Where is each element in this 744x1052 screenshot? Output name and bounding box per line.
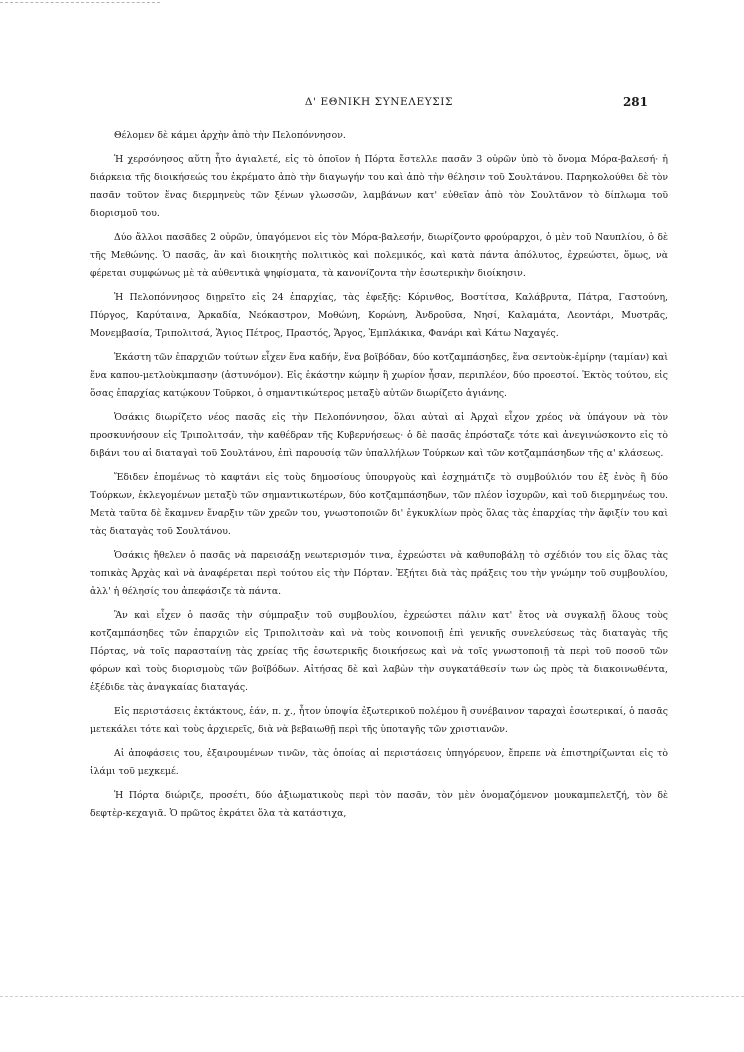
running-head: Δ' ΕΘΝΙΚΗ ΣΥΝΕΛΕΥΣΙΣ	[304, 96, 454, 108]
scan-edge-line-top	[0, 2, 160, 3]
paragraph: Ἡ χερσόνησος αὕτη ἦτο ἀγιαλετέ, εἰς τὸ ὁποῖον ἡ Πόρτα ἔστελλε πασᾶν 3 οὐρῶν ὑπὸ τὸ ὄνομα Μόρα-βαλεσή· ἡ διάρκεια τῆς διοικήσεώς του ἐκρέματο ἀπὸ τὴν διαγωγήν του καὶ ἀπὸ τὴν θέλησιν τοῦ Σουλτάνου. Παρηκολούθει δὲ τὸν πασᾶν τοῦτον ἕνας διερμηνεὺς τῶν ξένων γλωσσῶν, λαμβάνων κατ' εὐθεῖαν ἀπὸ τὸν Σουλτᾶνον τὸ δίπλωμα τοῦ διορισμοῦ του.	[90, 154, 668, 219]
paragraph: Ὁσάκις διωρίζετο νέος πασᾶς εἰς τὴν Πελοπόννησον, ὅλαι αὐταὶ αἱ Ἀρχαὶ εἶχον χρέος νὰ ὑπάγουν νὰ τὸν προσκυνήσουν εἰς Τριπολιτσάν, τὴν καθέδραν τῆς Κυβερνήσεως· ὁ δὲ πασᾶς ἐπρόσταζε τότε καὶ ἀνεγινώσκοντο εἰς τὸ διβάνι του αἱ διαταγαὶ τοῦ Σουλτάνου, ἐπὶ παρουσίᾳ τῶν ὑπαλλήλων Τούρκων καὶ τῶν κοτζαμπάσηδων τῆς α' κλάσεως.	[90, 412, 668, 459]
scan-edge-line-bottom	[0, 996, 744, 997]
paragraph: Ἂν καὶ εἶχεν ὁ πασᾶς τὴν σύμπραξιν τοῦ συμβουλίου, ἐχρεώστει πάλιν κατ' ἔτος νὰ συγκαλῇ ὅλους τοὺς κοτζαμπάσηδες τῶν ἐπαρχιῶν εἰς Τριπολιτσὰν καὶ νὰ τοὺς κοινοποιῇ ἐπὶ γενικῆς συνελεύσεως τὰς διαταγὰς τῆς Πόρτας, νὰ τοῖς παρασταίνῃ τὰς χρείας τῆς ἐσωτερικῆς διοικήσεως καὶ νὰ τοῖς γνωστοποιῇ τὰ περὶ τοῦ ποσοῦ τῶν φόρων καὶ τοὺς διορισμοὺς τῶν βοϊβόδων. Αἰτήσας δὲ καὶ λαβὼν τὴν συγκατάθεσίν των ὡς πρὸς τὰ διακοινωθέντα, ἐξέδιδε τὰς ἀναγκαίας διαταγάς.	[90, 610, 668, 693]
paragraph: Ἑκάστη τῶν ἐπαρχιῶν τούτων εἶχεν ἕνα καδήν, ἕνα βοϊβόδαν, δύο κοτζαμπάσηδες, ἕνα σεντοὺκ-ἐμίρην (ταμίαν) καὶ ἕνα καπου-μετλοὺκμπασην (ἀστυνόμον). Εἰς ἑκάστην κώμην ἢ χωρίον ἦσαν, περιπλέον, δύο προεστοί. Ἐκτὸς τούτου, εἰς ὅσας ἐπαρχίας κατῴκουν Τοῦρκοι, ὁ σημαντικώτερος μεταξὺ αὐτῶν διωρίζετο ἀγιάνης.	[90, 352, 668, 399]
paragraph: Ἔδιδεν ἑπομένως τὸ καφτάνι εἰς τοὺς δημοσίους ὑπουργοὺς καὶ ἐσχημάτιζε τὸ συμβούλιόν του ἐξ ἑνὸς ἢ δύο Τούρκων, ἐκλεγομένων μεταξὺ τῶν σημαντικωτέρων, δύο κοτζαμπάσηδων, τῶν πλέον ἰσχυρῶν, καὶ τοῦ διερμηνέως του. Μετὰ ταῦτα δὲ ἔκαμνεν ἔναρξιν τῶν χρεῶν του, γνωστοποιῶν δι' ἐγκυκλίων πρὸς ὅλας τὰς ἐπαρχίας τὴν ἄφιξίν του καὶ τὰς διαταγὰς τοῦ Σουλτάνου.	[90, 472, 668, 537]
body-text	[90, 127, 668, 829]
paragraph: Θέλομεν δὲ κάμει ἀρχὴν ἀπὸ τὴν Πελοπόννησον.	[114, 130, 346, 141]
paragraph: Αἱ ἀποφάσεις του, ἐξαιρουμένων τινῶν, τὰς ὁποίας αἱ περιστάσεις ὑπηγόρευον, ἔπρεπε νὰ ἐπιστηρίζωνται εἰς τὸ ἰλάμι τοῦ μεχκεμέ.	[90, 748, 668, 777]
paragraph: Εἰς περιστάσεις ἐκτάκτους, ἐάν, π. χ., ἦτον ὑποψία ἐξωτερικοῦ πολέμου ἢ συνέβαινον ταραχαὶ ἐσωτερικαί, ὁ πασᾶς μετεκάλει τότε καὶ τοὺς ἀρχιερεῖς, διὰ νὰ βεβαιωθῇ περὶ τῆς ὑποταγῆς τῶν χριστιανῶν.	[90, 706, 668, 735]
page-header	[90, 96, 668, 114]
paragraph: Ὁσάκις ἤθελεν ὁ πασᾶς νὰ παρεισάξῃ νεωτερισμόν τινα, ἐχρεώστει νὰ καθυποβάλῃ τὸ σχέδιόν του εἰς ὅλας τὰς τοπικὰς Ἀρχὰς καὶ νὰ ἀναφέρεται περὶ τούτου εἰς τὴν Πόρταν. Ἐξήτει διὰ τὰς πράξεις του τὴν γνώμην τοῦ συμβουλίου, ἀλλ' ἡ θέλησίς του ἀπεφάσιζε τὰ πάντα.	[90, 550, 668, 597]
page-number: 281	[622, 95, 648, 109]
paragraph: Ἡ Πόρτα διώριζε, προσέτι, δύο ἀξιωματικοὺς περὶ τὸν πασᾶν, τὸν μὲν ὀνομαζόμενον μουκαμπελετζή, τὸν δὲ δεφτὲρ-κεχαγιᾶ. Ὁ πρῶτος ἐκράτει ὅλα τὰ κατάστιχα,	[90, 790, 668, 819]
paragraph: Ἡ Πελοπόννησος διῃρεῖτο εἰς 24 ἐπαρχίας, τὰς ἐφεξῆς: Κόρινθος, Βοστίτσα, Καλάβρυτα, Πάτρα, Γαστούνη, Πύργος, Καρύταινα, Ἀρκαδία, Νεόκαστρον, Μοθώνη, Κορώνη, Ἀνδροῦσα, Νησί, Καλαμάτα, Λεοντάρι, Μυστρᾶς, Μονεμβασία, Τριπολιτσά, Ἅγιος Πέτρος, Πραστός, Ἄργος, Ἐμπλάκικα, Φανάρι καὶ Κάτω Ναχαγές.	[90, 292, 668, 339]
paragraph: Δύο ἄλλοι πασᾶδες 2 οὐρῶν, ὑπαγόμενοι εἰς τὸν Μόρα-βαλεσήν, διωρίζοντο φρούραρχοι, ὁ μὲν τοῦ Ναυπλίου, ὁ δὲ τῆς Μεθώνης. Ὁ πασᾶς, ἂν καὶ διοικητὴς πολιτικὸς καὶ πολεμικός, καὶ κατὰ πάντα ἀπόλυτος, ἐχρεώστει, ὅμως, νὰ φέρεται συμφώνως μὲ τὰ αὐθεντικὰ ψηφίσματα, τὰ κανονίζοντα τὴν ἐσωτερικὴν διοίκησιν.	[90, 232, 668, 279]
